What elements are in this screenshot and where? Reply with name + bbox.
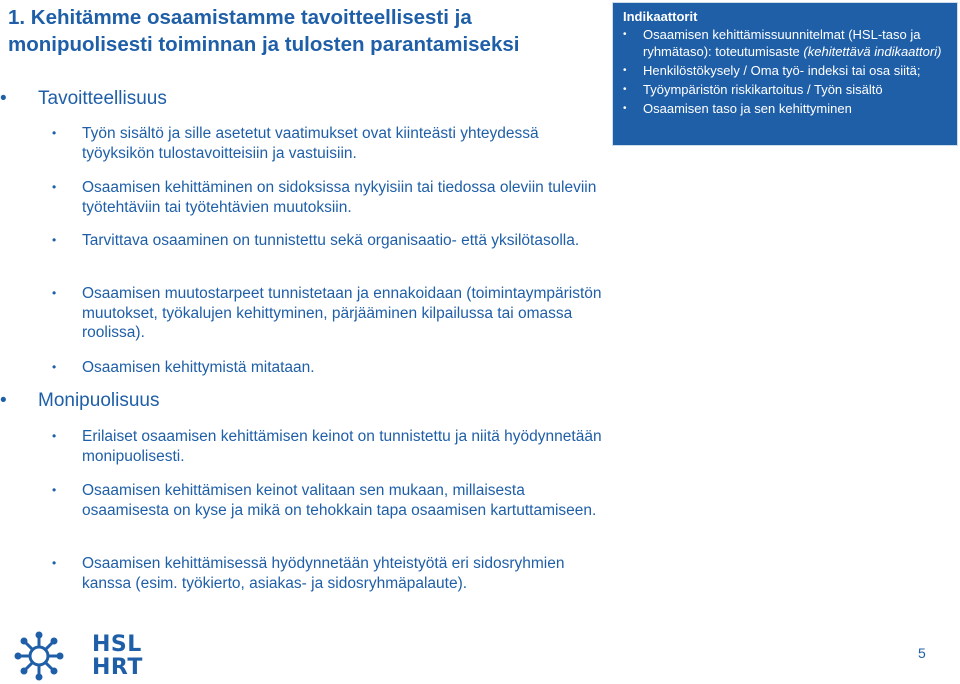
- list-item: [52, 481, 612, 520]
- indicator-item: [623, 82, 947, 99]
- bullet: •: [52, 429, 57, 443]
- indicators-box: [612, 2, 958, 146]
- list-item-text: Osaamisen kehittämisen keinot valitaan sen mukaan, millaisesta osaamisesta on kyse ja mikä on tehokkain tapa osaamisen kartuttamiseen.: [82, 482, 597, 519]
- bullet: •: [52, 556, 57, 570]
- list-item: [52, 231, 612, 251]
- hsl-logo-icon: [10, 630, 68, 682]
- bullet: •: [52, 286, 57, 300]
- bullet: •: [52, 126, 57, 140]
- indicator-text: Henkilöstökysely / Oma työ- indeksi tai osa siitä;: [643, 62, 921, 78]
- list-item-text: Osaamisen kehittymistä mitataan.: [82, 359, 315, 376]
- list-item: [52, 178, 612, 217]
- list-item: [52, 554, 612, 593]
- list-item-text: Osaamisen kehittämisessä hyödynnetään yhteistyötä eri sidosryhmien kanssa (esim. työkierto, asiakas- ja sidosryhmäpalaute).: [82, 555, 565, 592]
- logo-line-hsl: HSL: [92, 632, 142, 657]
- list-item-text: Osaamisen kehittäminen on sidoksissa nykyisiin tai tiedossa oleviin tuleviin työtehtäviin tai työtehtävien muutoksiin.: [82, 179, 597, 216]
- logo-line-hrt: HRT: [92, 655, 143, 680]
- bullet: •: [52, 233, 57, 247]
- list-item: [52, 427, 612, 466]
- section-heading-label: Tavoitteellisuus: [38, 88, 167, 109]
- bullet: •: [623, 83, 627, 95]
- list-item: [52, 358, 612, 378]
- bullet: •: [52, 180, 57, 194]
- bullet: •: [52, 360, 57, 374]
- indicator-text: Osaamisen taso ja sen kehittyminen: [643, 100, 852, 116]
- list-item-text: Erilaiset osaamisen kehittämisen keinot on tunnistettu ja niitä hyödynnetään monipuolisesti.: [82, 428, 602, 465]
- list-item: [52, 284, 612, 343]
- indicator-item: [623, 101, 947, 118]
- slide-title: 1. Kehitämme osaamistamme tavoitteellisesti ja monipuolisesti toiminnan ja tulosten parantamiseksi: [8, 6, 520, 56]
- bullet: •: [623, 64, 627, 76]
- hsl-logo-text: [92, 633, 143, 679]
- indicator-item: [623, 63, 947, 80]
- page-number: 5: [918, 645, 926, 661]
- indicator-note: (kehitettävä indikaattori): [803, 43, 942, 59]
- bullet: •: [623, 29, 627, 40]
- indicators-list: [623, 27, 947, 117]
- list-item-text: Työn sisältö ja sille asetetut vaatimukset ovat kiinteästi yhteydessä työyksikön tulostavoitteisiin ja vastuisiin.: [82, 125, 539, 162]
- list-item: [52, 124, 612, 163]
- section-heading-label: Monipuolisuus: [38, 390, 160, 411]
- indicator-text: Työympäristön riskikartoitus / Työn sisältö: [643, 81, 883, 97]
- indicators-title: Indikaattorit: [623, 9, 698, 24]
- bullet: •: [0, 390, 7, 411]
- list-item-text: Osaamisen muutostarpeet tunnistetaan ja ennakoidaan (toimintaympäristön muutokset, työkalujen kehittyminen, pärjääminen kilpailussa tai omassa roolissa).: [82, 285, 602, 341]
- bullet: •: [52, 483, 57, 497]
- indicator-item: [623, 27, 947, 60]
- indicator-text: Osaamisen kehittämissuunnitelmat (HSL-taso ja ryhmätaso): toteutumisaste: [643, 27, 921, 59]
- bullet: •: [0, 88, 7, 109]
- list-item-text: Tarvittava osaaminen on tunnistettu sekä organisaatio- että yksilötasolla.: [82, 232, 580, 249]
- bullet: •: [623, 102, 627, 114]
